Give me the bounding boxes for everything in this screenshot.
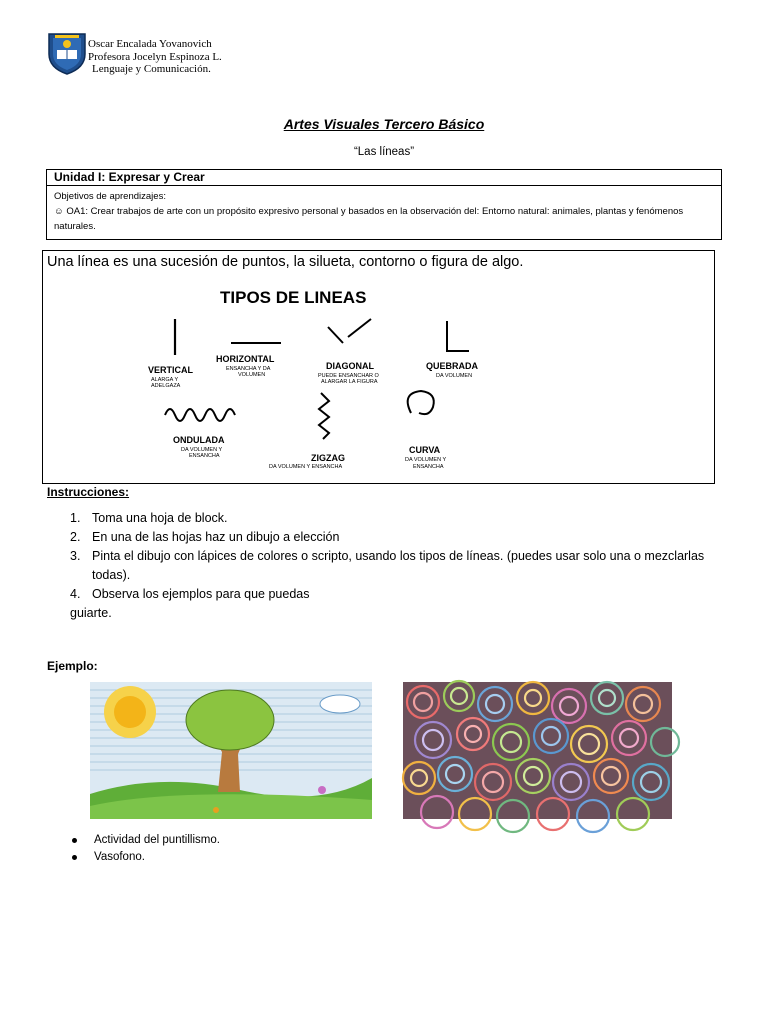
unit-objectives — [47, 186, 721, 237]
type-desc-diagonal-1: PUEDE ENSANCHAR O — [318, 373, 379, 379]
type-desc-horizontal-1: ENSANCHA Y DA — [226, 366, 271, 372]
type-desc-vertical-2: ADELGAZA — [151, 383, 181, 389]
type-desc-ondulada-2: ENSANCHA — [189, 453, 220, 459]
objective-text: ☺ OA1: Crear trabajos de arte con un propósito expresivo personal y basados en la observación del: Entorno natural: animales, plantas y fenómenos naturales. — [54, 206, 684, 232]
line-types-figure — [143, 281, 479, 479]
diagonal-line-icon — [328, 327, 343, 343]
type-desc-vertical-1: ALARGA Y — [151, 377, 179, 383]
instructions-label: Instrucciones: — [47, 485, 130, 499]
activities-list — [70, 832, 220, 866]
example-label: Ejemplo: — [47, 659, 98, 673]
unit-box — [46, 169, 722, 240]
type-name-diagonal: DIAGONAL — [326, 361, 374, 371]
type-desc-diagonal-2: ALARGAR LA FIGURA — [321, 379, 378, 385]
diagonal-line-icon-2 — [348, 319, 371, 337]
zigzag-line-icon — [319, 393, 329, 439]
document-subtitle: “Las líneas” — [353, 146, 415, 158]
definition-box — [42, 250, 715, 484]
type-name-ondulada: ONDULADA — [173, 435, 225, 445]
type-desc-curva-2: ENSANCHA — [413, 464, 444, 470]
type-name-zigzag: ZIGZAG — [311, 453, 345, 463]
instruction-continuation: guiarte. — [70, 606, 112, 620]
type-desc-curva-1: DA VOLUMEN Y — [405, 457, 447, 463]
tree-drawing-image — [90, 682, 372, 819]
figure-title: TIPOS DE LINEAS — [220, 288, 367, 307]
circles-pattern-image — [403, 682, 672, 819]
curve-line-icon — [408, 391, 434, 414]
type-name-vertical: VERTICAL — [148, 365, 193, 375]
type-name-quebrada: QUEBRADA — [426, 361, 479, 371]
list-item: Actividad del puntillismo. — [70, 832, 220, 849]
list-item: 2. En una de las hojas haz un dibujo a elección — [70, 530, 340, 544]
header-info — [88, 38, 222, 76]
type-desc-zigzag-1: DA VOLUMEN Y ENSANCHA — [269, 464, 343, 470]
wavy-line-icon — [165, 409, 235, 421]
subject-name: Lenguaje y Comunicación. — [92, 63, 211, 75]
broken-line-icon — [447, 321, 469, 351]
line-definition: Una línea es una sucesión de puntos, la silueta, contorno o figura de algo. — [47, 254, 524, 270]
list-item: 1. Toma una hoja de block. — [70, 511, 228, 525]
document-title: Artes Visuales Tercero Básico — [283, 116, 485, 132]
professor-name: Profesora Jocelyn Espinoza L. — [88, 50, 222, 63]
type-desc-horizontal-2: VOLUMEN — [238, 372, 266, 378]
type-name-curva: CURVA — [409, 445, 441, 455]
bullet-icon — [72, 855, 77, 860]
type-desc-ondulada-1: DA VOLUMEN Y — [181, 447, 223, 453]
bullet-icon — [72, 838, 77, 843]
list-item: Vasofono. — [70, 849, 220, 866]
list-item: 3. Pinta el dibujo con lápices de colores o scripto, usando los tipos de líneas. (puedes usar solo una o mezclarlas todas). — [70, 549, 705, 582]
list-item: 4. Observa los ejemplos para que puedas — [70, 587, 310, 601]
teacher-name: Oscar Encalada Yovanovich — [88, 38, 212, 50]
unit-heading: Unidad I: Expresar y Crear — [47, 170, 721, 186]
type-desc-quebrada-1: DA VOLUMEN — [436, 373, 473, 379]
objectives-label: Objetivos de aprendizajes: — [54, 191, 166, 202]
school-crest-icon — [47, 30, 87, 76]
instructions-list — [70, 509, 720, 604]
type-name-horizontal: HORIZONTAL — [216, 354, 275, 364]
